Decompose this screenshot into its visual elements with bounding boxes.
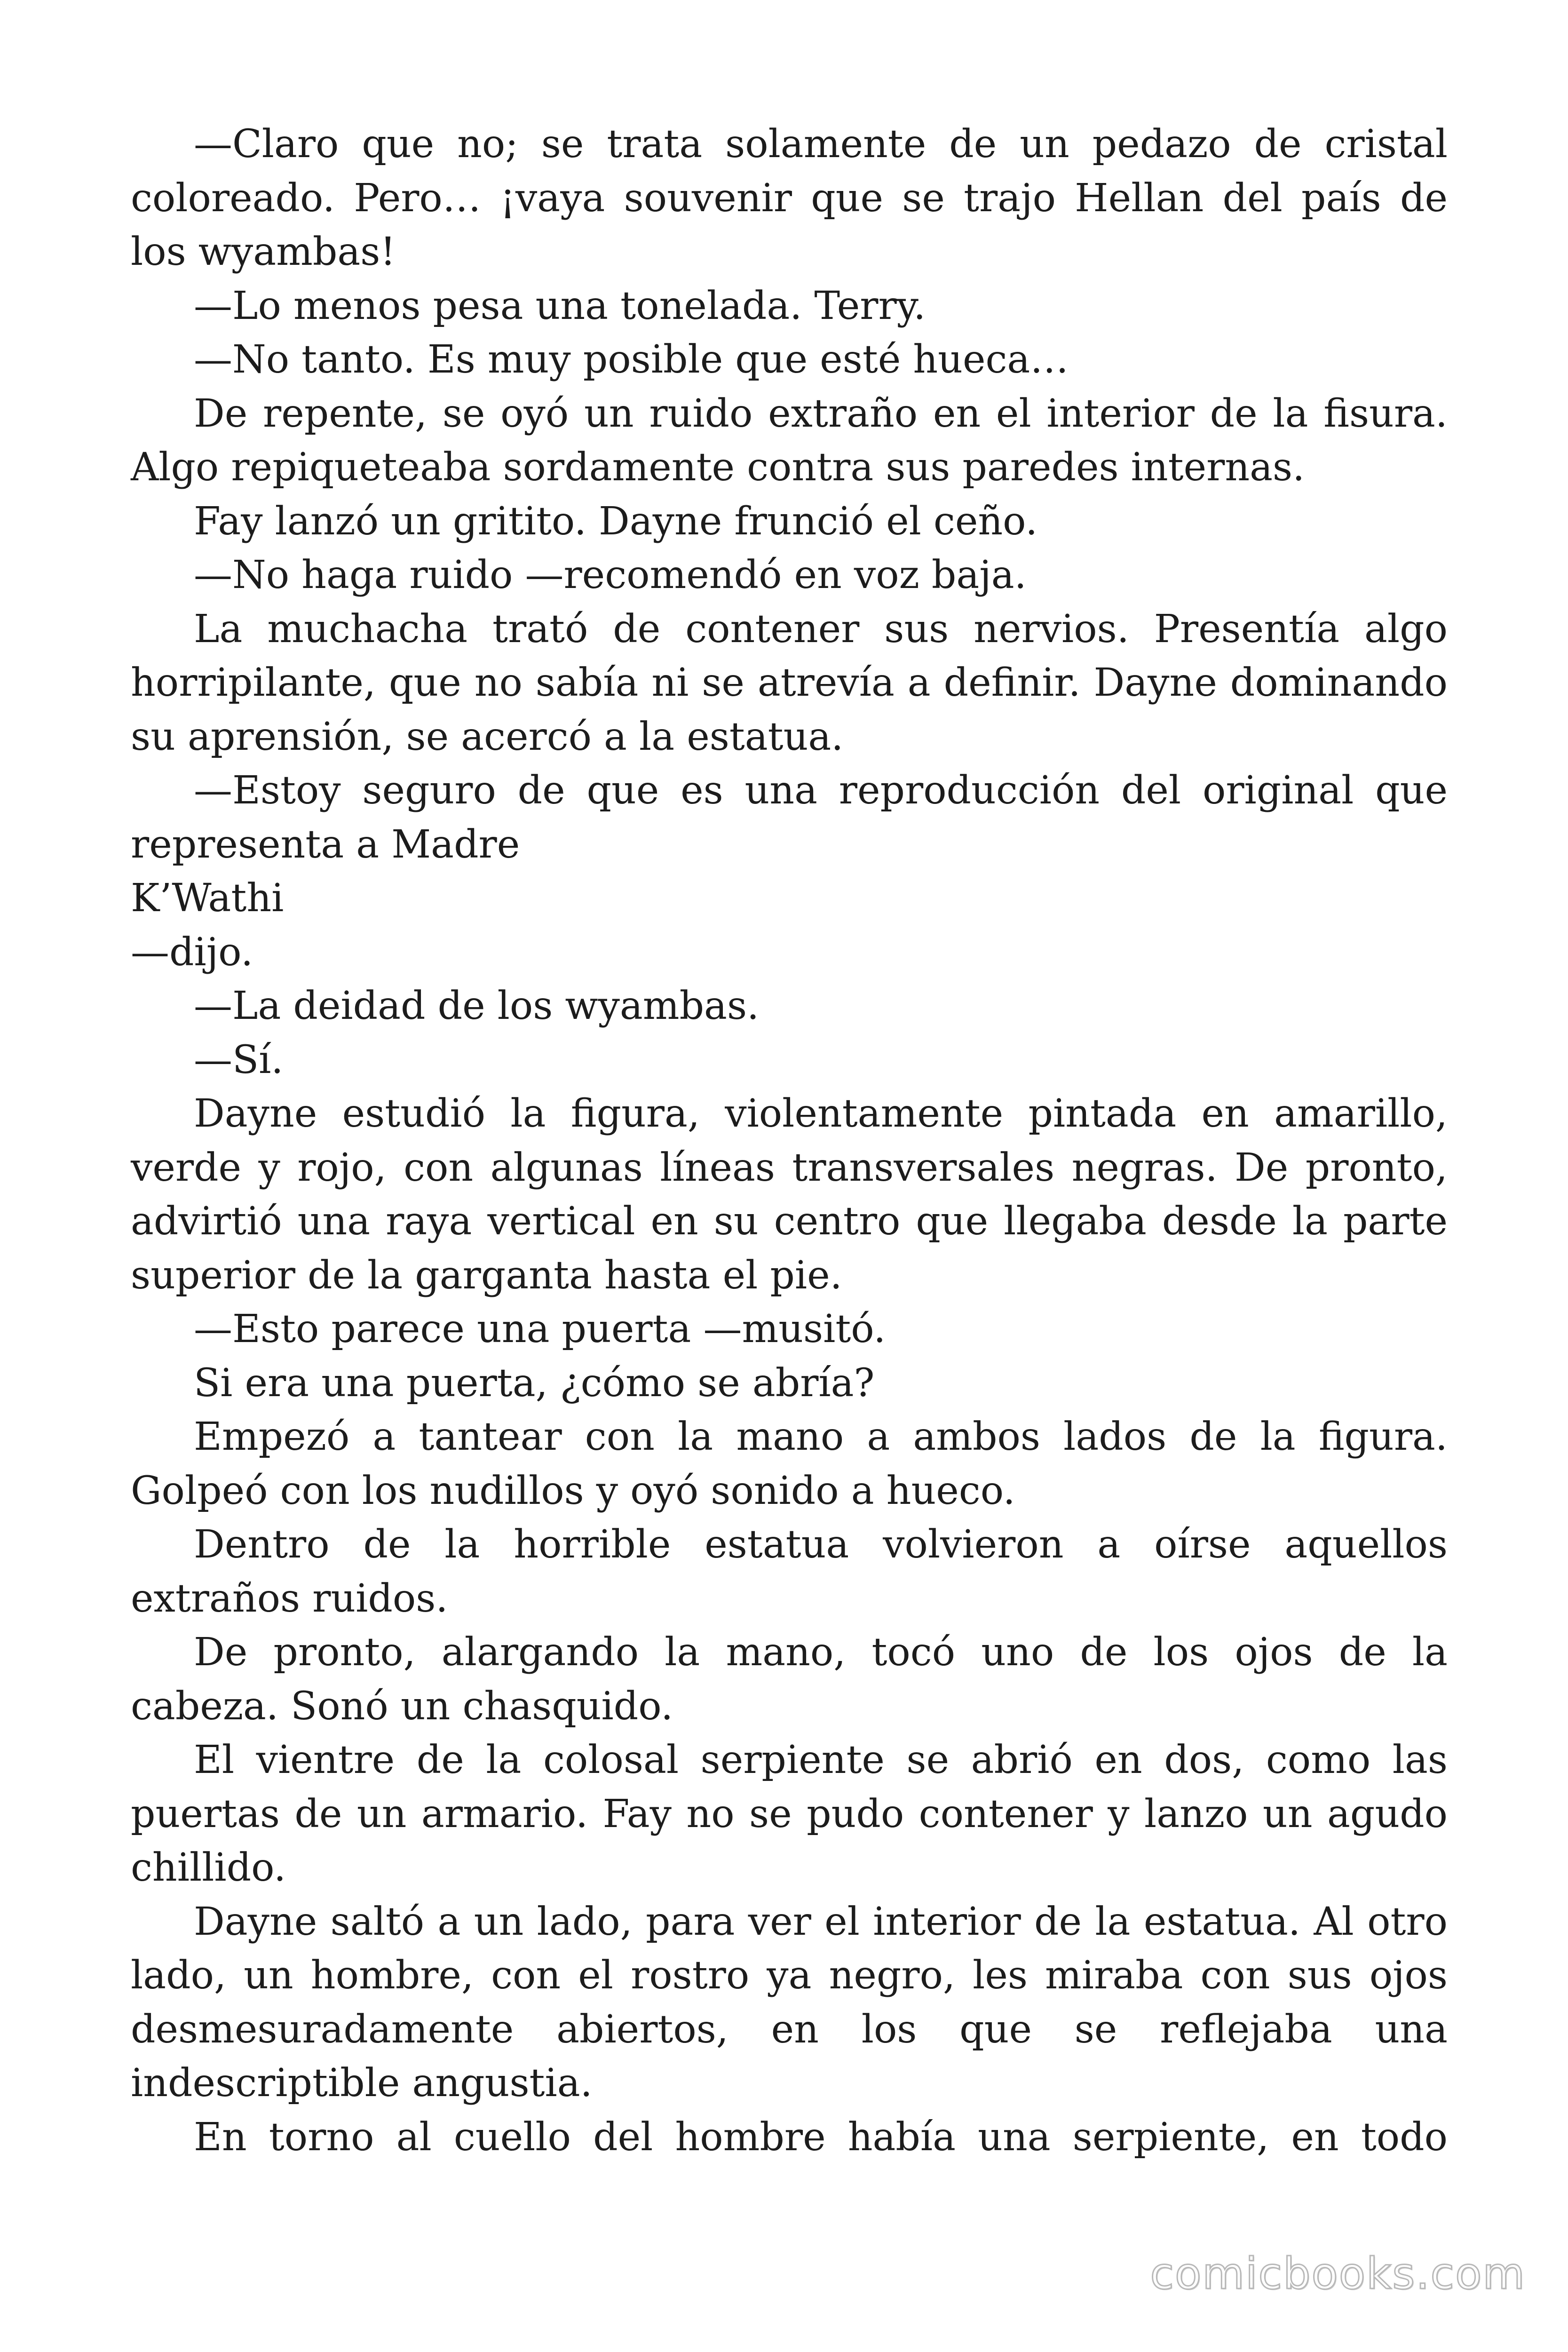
paragraph: De repente, se oyó un ruido extraño en el interior de la fisura. Algo repiqueteaba sordamente contra sus paredes internas. [131,391,1448,490]
paragraph: Dayne estudió la figura, violentamente pintada en amarillo, verde y rojo, con algunas líneas transversales negras. De pronto, advirtió una raya vertical en su centro que llegaba desde la parte superior de la garganta hasta el pie. [131,1091,1448,1298]
paragraph: —Esto parece una puerta —musitó. [194,1307,886,1351]
paragraph: —La deidad de los wyambas. [194,984,760,1028]
paragraph: Dayne saltó a un lado, para ver el interior de la estatua. Al otro lado, un hombre, con el rostro ya negro, les miraba con sus ojos desmesuradamente abiertos, en los que se reflejaba una indescriptible angustia. [131,1899,1448,2106]
paragraph: —Sí. [194,1037,284,1082]
paragraph: —Claro que no; se trata solamente de un pedazo de cristal coloreado. Pero… ¡vaya souvenir que se trajo Hellan del país de los wyambas! [131,122,1448,274]
paragraph: Dentro de la horrible estatua volvieron a oírse aquellos extraños ruidos. [131,1522,1448,1621]
paragraph: En torno al cuello del hombre había una serpiente, en todo [194,2114,1448,2160]
site-watermark: comicbooks.com [1150,2249,1526,2299]
paragraph: K’Wathi [131,876,284,921]
paragraph: Empezó a tantear con la mano a ambos lados de la figura. Golpeó con los nudillos y oyó sonido a hueco. [131,1414,1448,1513]
paragraph: —dijo. [131,930,253,975]
paragraph: —No tanto. Es muy posible que esté hueca… [194,337,1069,382]
paragraph: —No haga ruido —recomendó en voz baja. [194,553,1027,597]
paragraph: La muchacha trató de contener sus nervios. Presentía algo horripilante, que no sabía ni se atrevía a definir. Dayne dominando su aprensión, se acercó a la estatua. [131,606,1448,759]
paragraph: —Lo menos pesa una tonelada. Terry. [194,283,926,328]
paragraph: Si era una puerta, ¿cómo se abría? [194,1360,875,1406]
paragraph: Fay lanzó un gritito. Dayne frunció el ceño. [194,499,1038,544]
paragraph: El vientre de la colosal serpiente se abrió en dos, como las puertas de un armario. Fay no se pudo contener y lanzo un agudo chillido. [131,1738,1448,1890]
paragraph: —Estoy seguro de que es una reproducción del original que representa a Madre [131,768,1448,867]
paragraph: De pronto, alargando la mano, tocó uno de los ojos de la cabeza. Sonó un chasquido. [131,1630,1448,1729]
book-page [131,118,1448,2164]
